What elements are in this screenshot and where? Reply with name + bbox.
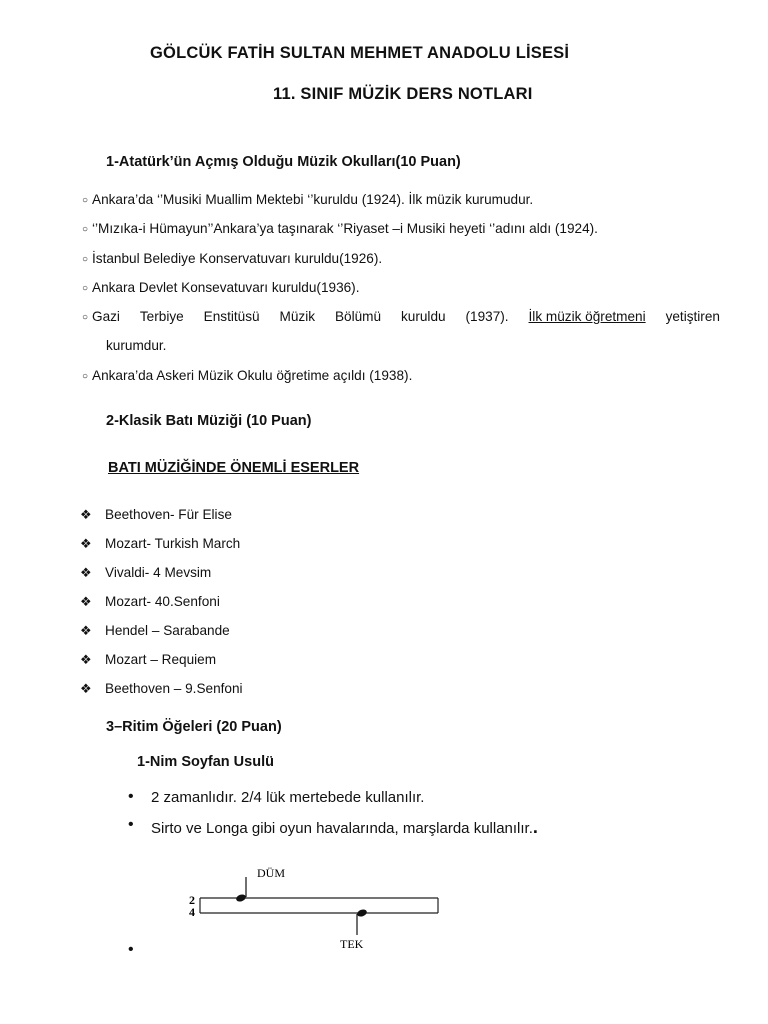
list-item: Mozart – Requiem [105,652,217,667]
dot-bullet-icon: • [128,941,134,958]
word: kuruldu [400,309,446,324]
dum-label: DÜM [257,866,286,880]
rhythm-notation-diagram [185,860,455,960]
diamond-bullet-icon: ❖ [80,652,92,667]
section1-title: 1-Atatürk’ün Açmış Olduğu Müzik Okulları(10 Puan) [106,154,461,170]
word: Bölümü [334,309,382,324]
list-item: İstanbul Belediye Konservatuvarı kuruldu(1926). [92,251,383,266]
circle-bullet-icon: ○ [82,254,89,265]
word: Enstitüsü [203,309,260,324]
diamond-bullet-icon: ❖ [80,623,92,638]
list-item: Hendel – Sarabande [105,623,230,638]
diamond-bullet-icon: ❖ [80,681,92,696]
list-item-justified [92,309,720,324]
circle-bullet-icon: ○ [82,224,89,235]
tek-note-icon [356,908,368,918]
word: Müzik [279,309,316,324]
circle-bullet-icon: ○ [82,283,89,294]
diamond-bullet-icon: ❖ [80,536,92,551]
section3-title: 3–Ritim Öğeleri (20 Puan) [106,719,282,735]
list-item: Mozart- 40.Senfoni [105,594,220,609]
word: Terbiye [139,309,184,324]
word: (1937). [465,309,509,324]
list-item-continuation: kurumdur. [106,338,167,353]
list-item: Vivaldi- 4 Mevsim [105,565,212,580]
document-subtitle: 11. SINIF MÜZİK DERS NOTLARI [273,85,533,103]
bullet-text: Sirto ve Longa gibi oyun havalarında, marşlarda kullanılır. [151,820,533,837]
word: Gazi [92,309,120,324]
school-title: GÖLCÜK FATİH SULTAN MEHMET ANADOLU LİSESİ [150,44,570,62]
list-item: Mozart- Turkish March [105,536,241,551]
underlined-phrase: İlk müzik öğretmeni [528,309,646,324]
diamond-bullet-icon: ❖ [80,565,92,580]
dot-bullet-icon: • [128,788,134,805]
diamond-bullet-icon: ❖ [80,507,92,522]
list-item: 2 zamanlıdır. 2/4 lük mertebede kullanılır. [151,789,425,806]
circle-bullet-icon: ○ [82,371,89,382]
circle-bullet-icon: ○ [82,312,89,323]
list-item: ‘’Mızıka-i Hümayun’’Ankara’ya taşınarak ‘’Riyaset –i Musiki heyeti ‘’adını aldı (1924). [92,221,598,236]
time-signature-top: 2 [189,893,195,907]
usul-title: 1-Nim Soyfan Usulü [137,754,274,770]
word: yetiştiren [665,309,720,324]
list-item: Ankara Devlet Konsevatuvarı kuruldu(1936). [92,280,360,295]
list-item: Beethoven- Für Elise [105,507,232,522]
circle-bullet-icon: ○ [82,195,89,206]
dum-note-icon [235,893,247,903]
time-signature-bottom: 4 [189,905,195,919]
trailing-period: . [532,817,538,837]
dot-bullet-icon: • [128,816,134,833]
list-item: Ankara’da ‘’Musiki Muallim Mektebi ‘’kuruldu (1924). İlk müzik kurumudur. [92,192,534,207]
diamond-bullet-icon: ❖ [80,594,92,609]
section2-title: 2-Klasik Batı Müziği (10 Puan) [106,413,312,429]
list-item [151,817,538,838]
list-item: Beethoven – 9.Senfoni [105,681,243,696]
list-item: Ankara’da Askeri Müzik Okulu öğretime açıldı (1938). [92,368,413,383]
section2-subtitle: BATI MÜZİĞİNDE ÖNEMLİ ESERLER [108,460,360,476]
tek-label: TEK [340,937,364,951]
